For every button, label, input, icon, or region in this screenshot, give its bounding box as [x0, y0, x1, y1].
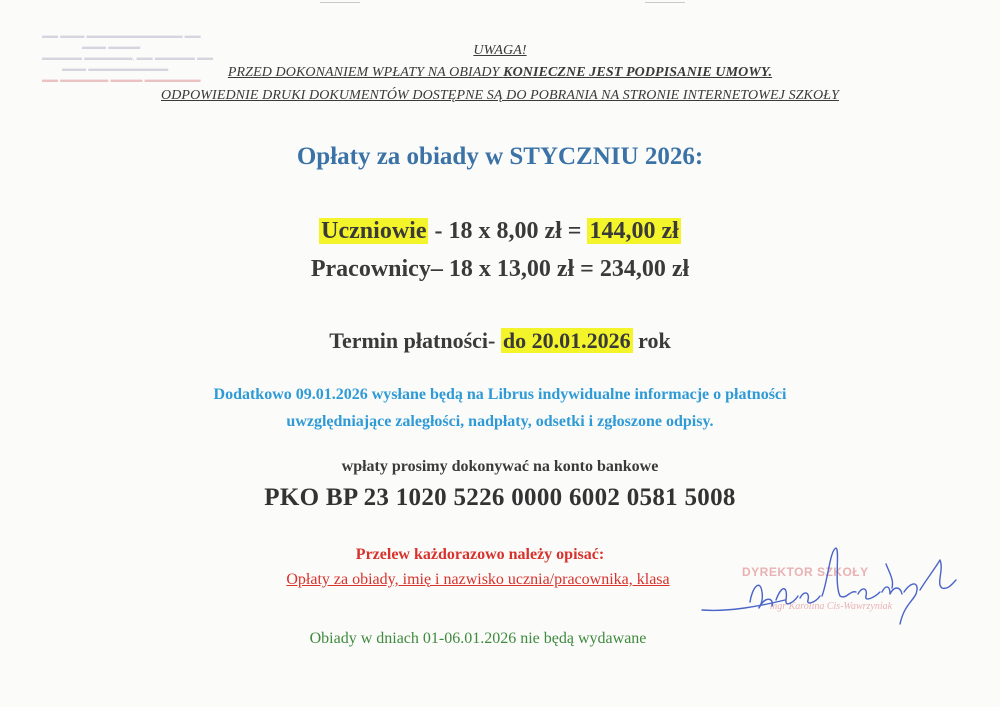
transfer-title: Przelew każdorazowo należy opisać:: [355, 546, 605, 563]
bank-account-number: PKO BP 23 1020 5226 0000 6002 0581 5008: [264, 484, 736, 511]
notice-line-1: [0, 65, 1000, 81]
notice-line-2: ODPOWIEDNIE DRUKI DOKUMENTÓW DOSTĘPNE SĄ DO POBRANIA NA STRONIE INTERNETOWEJ SZKOŁY: [161, 88, 839, 103]
students-total: 144,00 zł: [589, 218, 679, 244]
scan-mark: [645, 2, 685, 3]
students-label: Uczniowie: [321, 218, 427, 244]
librus-info-line-2: uwzględniające zaległości, nadpłaty, odsetki i zgłoszone odpisy.: [286, 413, 714, 430]
notice-line-1-emphasis: KONIECZNE JEST PODPISANIE UMOWY.: [503, 65, 773, 80]
students-fee-line: [0, 218, 1000, 245]
director-stamp: DYREKTOR SZKOŁY: [742, 565, 869, 579]
students-calc: - 18 x 8,00 zł =: [428, 218, 588, 244]
deadline-date: do 20.01.2026: [502, 328, 631, 353]
staff-fee-line: Pracownicy– 18 x 13,00 zł = 234,00 zł: [310, 256, 690, 282]
librus-info-line-1: Dodatkowo 09.01.2026 wysłane będą na Librus indywidualne informacje o płatności: [213, 386, 787, 403]
payment-deadline: [0, 328, 1000, 354]
bank-account-lead: wpłaty prosimy dokonywać na konto bankowe: [341, 458, 659, 475]
director-signature: [690, 540, 970, 640]
school-stamp: ▬▬ ▬▬▬ ▬▬▬▬▬▬▬▬▬▬▬▬ ▬▬ ▬▬▬ ▬▬▬▬ ▬▬▬▬▬ ▬▬▬▬▬▬, ▬▬ ▬▬▬▬▬ ▬▬ ▬▬▬ ▬▬▬▬▬▬▬▬▬▬ ▬▬ ▬▬▬▬▬▬ ▬▬▬▬ ▬▬▬▬▬▬▬: [42, 31, 214, 84]
director-name-stamp: mgr Karolina Cis-Wawrzyniak: [770, 601, 893, 612]
no-meals-note: Obiady w dniach 01-06.01.2026 nie będą wydawane: [309, 630, 647, 647]
notice-line-1-text: PRZED DOKONANIEM WPŁATY NA OBIADY: [227, 65, 504, 80]
transfer-description: Opłaty za obiady, imię i nazwisko ucznia/pracownika, klasa: [286, 571, 670, 588]
deadline-label: Termin płatności-: [329, 328, 501, 353]
page-title: Opłaty za obiady w STYCZNIU 2026:: [296, 143, 704, 170]
notice-title: UWAGA!: [473, 43, 527, 58]
deadline-suffix: rok: [632, 328, 671, 353]
scan-mark: [320, 2, 360, 3]
